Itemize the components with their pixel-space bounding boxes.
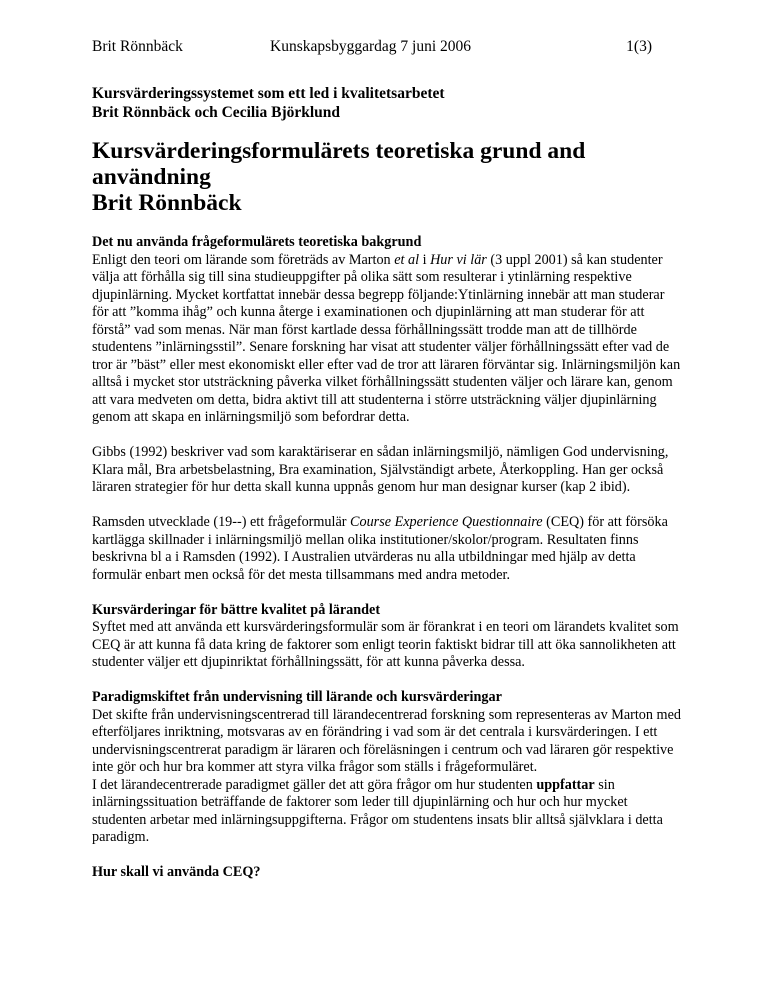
section-ceq-usage bbox=[92, 864, 684, 882]
italic-text: et al bbox=[394, 251, 420, 268]
page-title bbox=[92, 138, 684, 216]
subtitle-line: Kursvärderingssystemet som ett led i kvalitetsarbetet bbox=[92, 85, 445, 102]
section-heading: Hur skall vi använda CEQ? bbox=[92, 864, 261, 880]
paragraph: Gibbs (1992) beskriver vad som karaktäriserar en sådan inlärningsmiljö, nämligen God undervisning, Klara mål, Bra arbetsbelastning, Bra examination, Självständigt arbete, Återkoppling. Han ger också läraren strategier för hur detta skall kunna uppnås genom hur man designar kurser (kap 2 ibid). bbox=[92, 444, 669, 495]
paragraph: Enligt den teori om lärande som företräds av Marton et al i Hur vi lär (3 uppl 2001) så kan studenter välja att förhålla sig till sina studieuppgifter på olika sätt som resulterar i ytinlärning respektive djupinlärning. Mycket kortfattat innebär dessa begrepp följande:Ytinlärning innebär att man studerar för att ”komma ihåg” och kunna återge i examinationen och djupinlärning att man studerar för att förstå” vad som menas. När man först kartlade dessa förhållningssätt trodde man att de tillhörde studentens ”inlärningsstil”. Senare forskning har visat att studenter väljer förhållningssätt efter vad de tror är ”bäst” eller mest ekonomiskt eller efter vad de tror att läraren förväntar sig. Inlärningsmiljön kan alltså i mycket stor utsträckning påverka vilket förhållningssätt studenten väljer och lärare kan, genom att vara medveten om detta, bidra aktivt till att studenterna i större utsträckning väljer djupinlärning genom att skapa en inlärningsmiljö som befordrar detta. bbox=[92, 251, 681, 425]
page-header bbox=[92, 38, 652, 58]
italic-questionnaire-title: Course Experience Questionnaire bbox=[350, 514, 543, 530]
section-quality bbox=[92, 602, 684, 672]
paragraph: I det lärandecentrerade paradigmet gäller det att göra frågor om hur studenten uppfattar sin inlärningssituation beträffande de faktorer som leder till djupinlärning och hur och hur mycket studenten arbetar med inlärningsuppgifterna. Frågor om studentens insats blir alltså självklara i detta paradigm. bbox=[92, 776, 663, 845]
header-author: Brit Rönnbäck bbox=[92, 38, 183, 55]
bold-text: uppfattar bbox=[536, 776, 595, 793]
header-event: Kunskapsbyggardag 7 juni 2006 bbox=[270, 38, 472, 55]
paragraph: Syftet med att använda ett kursvärderingsformulär som är förankrat i en teori om lärandets kvalitet som CEQ är att kunna få data kring de faktorer som enligt teorin faktiskt bidrar till att öka sannolikheten att studenter väljer ett djupinriktat förhållningssätt, för att kunna påverka dessa. bbox=[92, 619, 679, 670]
document-subtitle bbox=[92, 84, 684, 122]
section-heading: Kursvärderingar för bättre kvalitet på lärandet bbox=[92, 601, 381, 618]
subtitle-authors: Brit Rönnbäck och Cecilia Björklund bbox=[92, 104, 341, 121]
title-line: användning bbox=[92, 164, 211, 190]
title-author: Brit Rönnbäck bbox=[92, 190, 242, 216]
title-line: Kursvärderingsformulärets teoretiska grund and bbox=[92, 138, 586, 164]
section-heading: Det nu använda frågeformulärets teoretiska bakgrund bbox=[92, 234, 422, 250]
header-page-number: 1(3) bbox=[626, 38, 652, 55]
document-body bbox=[92, 84, 684, 882]
paragraph: Ramsden utvecklade (19--) ett frågeformulär Course Experience Questionnaire (CEQ) för att försöka kartlägga skillnader i inlärningsmiljö mellan olika institutioner/skolor/program. Resultaten finns beskrivna bl a i Ramsden (1992). I Australien utvärderas nu alla utbildningar med hjälp av detta formulär enbart men också för det mesta tillsammans med andra metoder. bbox=[92, 514, 668, 583]
section-paradigm bbox=[92, 689, 684, 847]
paragraph: Det skifte från undervisningscentrerad till lärandecentrerad forskning som representeras av Marton med efterföljares inriktning, motsvaras av en förändring i vad som är det centrala i kursvärderingen. I ett undervisningscentrerat paradigm är läraren och föreläsningen i centrum och vad läraren gör respektive inte gör och hur bra kommer att styra vilka frågor som ställs i frågeformuläret. bbox=[92, 706, 681, 775]
section-heading: Paradigmskiftet från undervisning till lärande och kursvärderingar bbox=[92, 689, 502, 705]
section-background bbox=[92, 234, 684, 584]
italic-book-title: Hur vi lär bbox=[430, 251, 487, 268]
